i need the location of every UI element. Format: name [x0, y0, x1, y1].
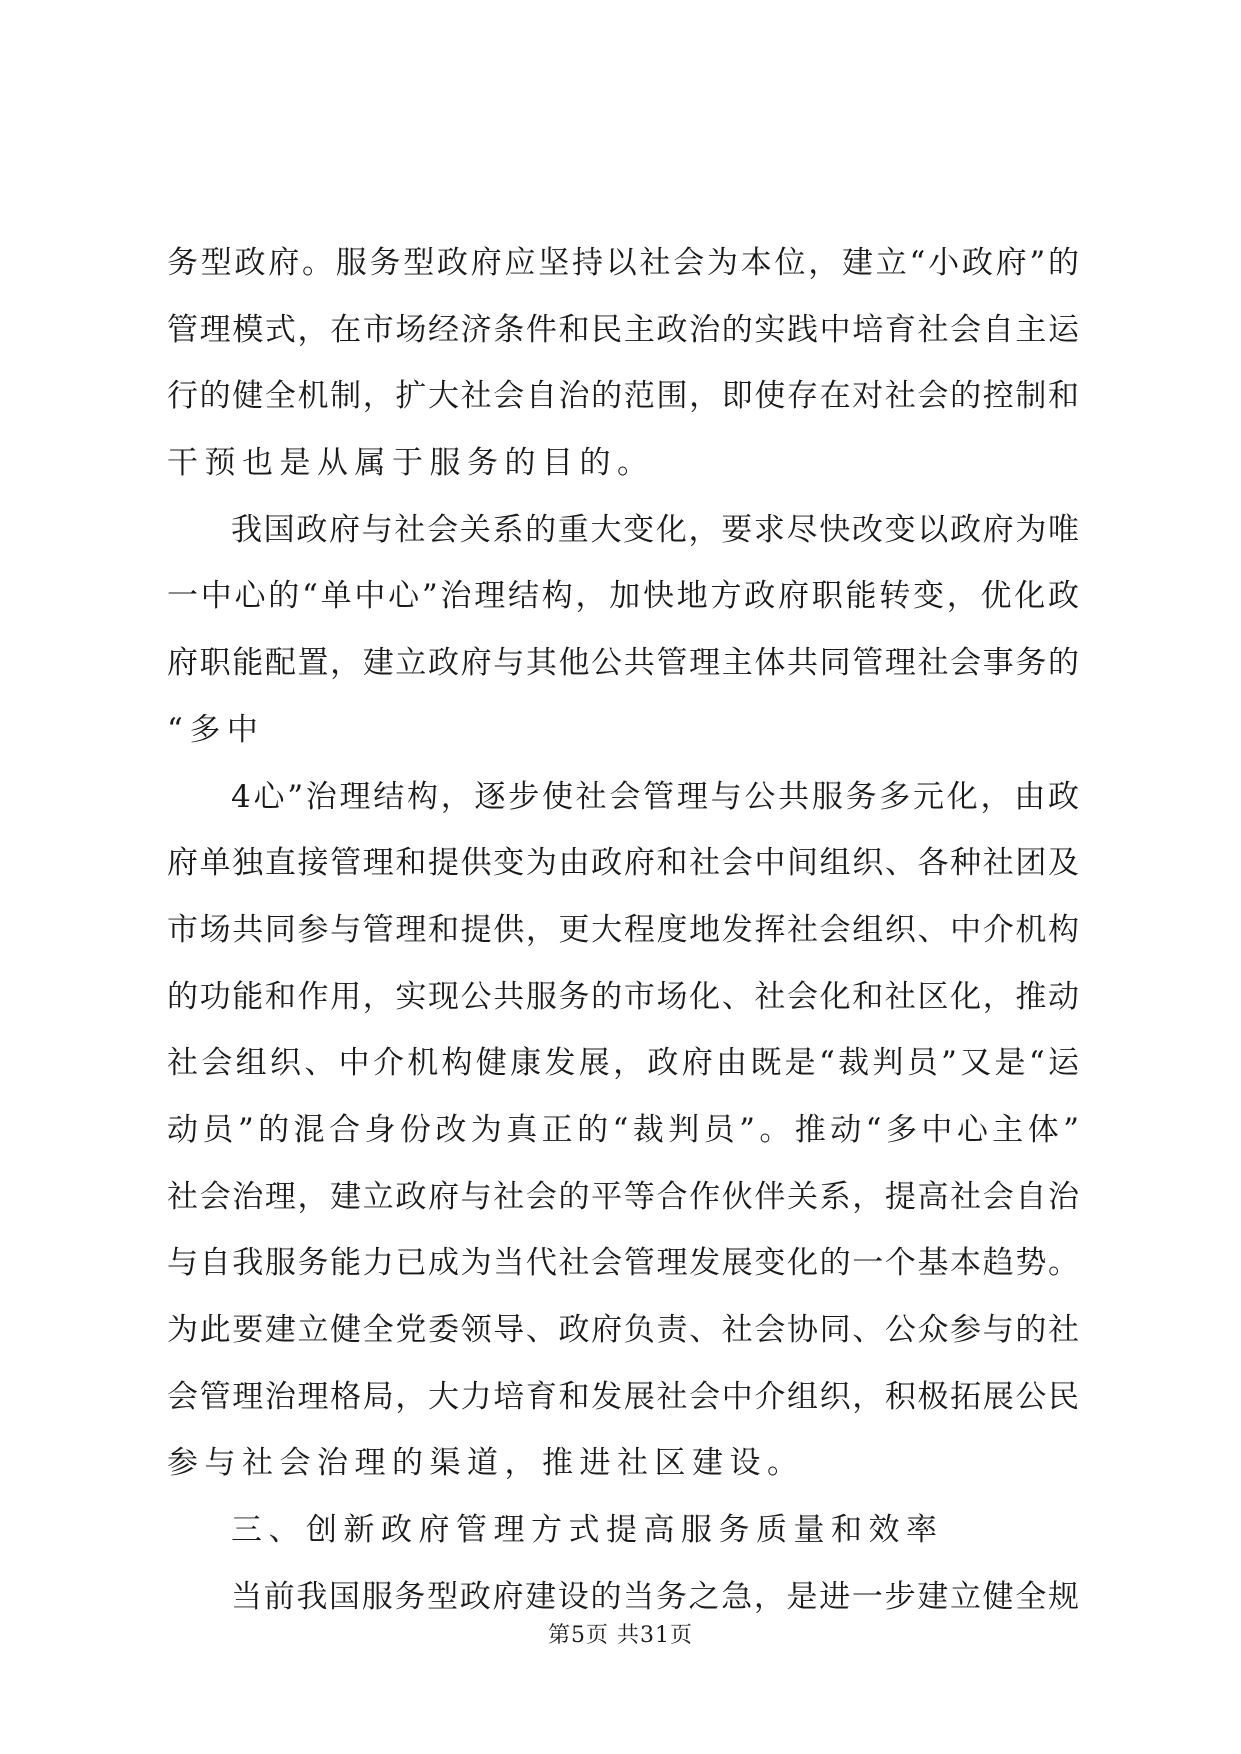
page-number: 第5页 共31页	[548, 1623, 693, 1648]
text-line: 一中心的“单中心”治理结构，加快地方政府职能转变，优化政	[167, 578, 1079, 615]
text-line: 社会组织、中介机构健康发展，政府由既是“裁判员”又是“运	[167, 1045, 1079, 1082]
text-line: 的功能和作用，实现公共服务的市场化、社会化和社区化，推动	[167, 978, 1079, 1015]
text-line: 府职能配置，建立政府与其他公共管理主体共同管理社会事务的	[167, 645, 1079, 682]
text-line: 为此要建立健全党委领导、政府负责、社会协同、公众参与的社	[167, 1312, 1079, 1348]
text-line: 动员”的混合身份改为真正的“裁判员”。推动“多中心主体”	[167, 1111, 1079, 1148]
section-heading: 三、创新政府管理方式提高服务质量和效率	[231, 1512, 944, 1549]
body-text	[167, 230, 1079, 1630]
text-line: 社会治理，建立政府与社会的平等合作伙伴关系，提高社会自治	[167, 1178, 1079, 1215]
text-line: 会管理治理格局，大力培育和发展社会中介组织，积极拓展公民	[167, 1378, 1079, 1415]
text-line: 干预也是从属于服务的目的。	[167, 445, 655, 482]
text-line: “多中	[167, 711, 265, 748]
text-line: 管理模式，在市场经济条件和民主政治的实践中培育社会自主运	[167, 311, 1079, 348]
text-line: 市场共同参与管理和提供，更大程度地发挥社会组织、中介机构	[167, 911, 1079, 948]
text-line: 务型政府。服务型政府应坚持以社会为本位，建立“小政府”的	[167, 245, 1079, 281]
text-line: 当前我国服务型政府建设的当务之急，是进一步建立健全规	[231, 1578, 1079, 1615]
text-line: 行的健全机制，扩大社会自治的范围，即使存在对社会的控制和	[167, 378, 1079, 415]
text-line: 我国政府与社会关系的重大变化，要求尽快改变以政府为唯	[231, 511, 1079, 548]
text-line: 与自我服务能力已成为当代社会管理发展变化的一个基本趋势。	[167, 1245, 1079, 1282]
text-line: 参与社会治理的渠道，推进社区建设。	[167, 1445, 805, 1482]
text-line: 4心”治理结构，逐步使社会管理与公共服务多元化，由政	[231, 778, 1079, 815]
text-line: 府单独直接管理和提供变为由政府和社会中间组织、各种社团及	[167, 845, 1079, 882]
